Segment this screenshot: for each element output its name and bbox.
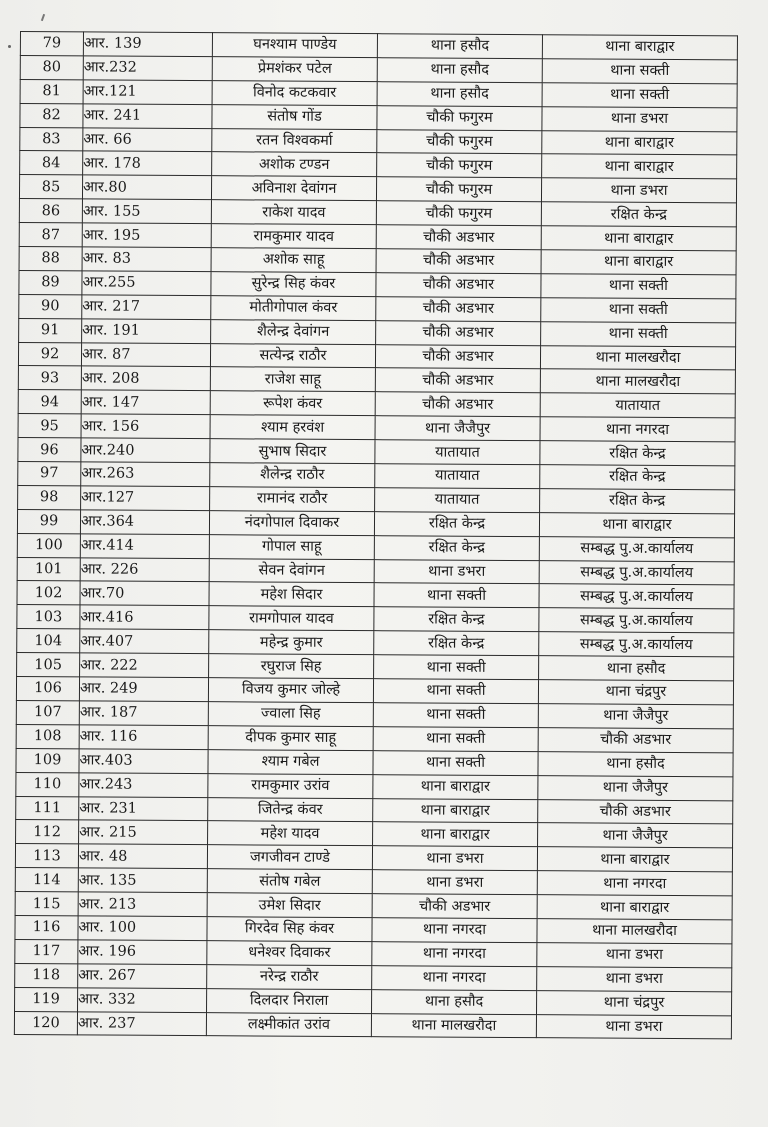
constable-number-cell: आर.243 — [79, 772, 208, 797]
new-posting-cell: थाना चंद्रपुर — [537, 990, 732, 1015]
new-posting-cell: थाना सक्ती — [541, 297, 736, 322]
serial-number-cell: 113 — [15, 844, 78, 868]
name-cell: अविनाश देवांगन — [211, 176, 376, 201]
serial-number-cell: 105 — [17, 653, 80, 677]
name-cell: सुभाष सिदार — [210, 439, 375, 464]
constable-number-cell: आर. 139 — [83, 32, 212, 57]
current-posting-cell: रक्षित केन्द्र — [374, 511, 539, 536]
constable-number-cell: आर.364 — [80, 510, 209, 535]
constable-number-cell: आर.70 — [80, 581, 209, 606]
new-posting-cell: थाना सक्ती — [542, 82, 737, 107]
constable-number-cell: आर. 241 — [83, 104, 212, 129]
serial-number-cell: 118 — [15, 963, 78, 987]
constable-number-cell: आर. 178 — [83, 151, 212, 176]
constable-number-cell: आर.403 — [79, 749, 208, 774]
serial-number-cell: 101 — [17, 557, 80, 581]
serial-number-cell: 96 — [18, 438, 81, 462]
current-posting-cell: थाना हसौद — [377, 58, 542, 83]
current-posting-cell: थाना नगरदा — [372, 965, 537, 990]
current-posting-cell: थाना डभरा — [374, 559, 539, 584]
new-posting-cell: रक्षित केन्द्र — [541, 202, 736, 227]
name-cell: गोपाल साहू — [209, 534, 374, 559]
name-cell: सुरेन्द्र सिह कंवर — [211, 272, 376, 297]
constable-number-cell: आर. 226 — [80, 557, 209, 582]
current-posting-cell: यातायात — [375, 440, 540, 465]
new-posting-cell: थाना मालखरौदा — [540, 369, 735, 394]
name-cell: राकेश यादव — [211, 200, 376, 225]
name-cell: सेवन देवांगन — [209, 558, 374, 583]
name-cell: धनेश्वर दिवाकर — [207, 941, 372, 966]
current-posting-cell: चौकी अडभार — [376, 225, 541, 250]
current-posting-cell: यातायात — [375, 464, 540, 489]
current-posting-cell: चौकी अडभार — [375, 392, 540, 417]
constable-number-cell: आर. 208 — [81, 366, 210, 391]
new-posting-cell: थाना सक्ती — [542, 59, 737, 84]
name-cell: रामकुमार यादव — [211, 224, 376, 249]
new-posting-cell: थाना बाराद्वार — [542, 35, 737, 60]
new-posting-cell: थाना नगरदा — [537, 871, 732, 896]
constable-number-cell: आर. 83 — [82, 247, 211, 272]
constable-number-cell: आर. 196 — [78, 940, 207, 965]
name-cell: सत्येन्द्र राठौर — [210, 343, 375, 368]
serial-number-cell: 120 — [14, 1011, 77, 1035]
name-cell: जगजीवन टाण्डे — [207, 845, 372, 870]
current-posting-cell: थाना सक्ती — [373, 703, 538, 728]
name-cell: रघुराज सिह — [209, 654, 374, 679]
constable-number-cell: आर. 231 — [79, 796, 208, 821]
name-cell: रामकुमार उरांव — [208, 773, 373, 798]
name-cell: महेश यादव — [208, 821, 373, 846]
new-posting-cell: थाना डभरा — [542, 106, 737, 131]
new-posting-cell: रक्षित केन्द्र — [540, 441, 735, 466]
constable-number-cell: आर.263 — [81, 462, 210, 487]
current-posting-cell: थाना सक्ती — [373, 750, 538, 775]
name-cell: नरेन्द्र राठौर — [207, 964, 372, 989]
new-posting-cell: थाना जैजैपुर — [538, 704, 733, 729]
constable-number-cell: आर.414 — [80, 534, 209, 559]
constable-number-cell: आर. 215 — [79, 820, 208, 845]
new-posting-cell: थाना बाराद्वार — [537, 895, 732, 920]
name-cell: जितेन्द्र कंवर — [208, 797, 373, 822]
new-posting-cell: थाना डभरा — [537, 943, 732, 968]
current-posting-cell: चौकी अडभार — [372, 894, 537, 919]
current-posting-cell: थाना नगरदा — [372, 918, 537, 943]
name-cell: श्याम गबेल — [208, 749, 373, 774]
name-cell: राजेश साहू — [210, 367, 375, 392]
new-posting-cell: थाना बाराद्वार — [539, 512, 734, 537]
serial-number-cell: 79 — [20, 32, 83, 56]
new-posting-cell: थाना बाराद्वार — [537, 847, 732, 872]
name-cell: प्रेमशंकर पटेल — [212, 57, 377, 82]
current-posting-cell: थाना बाराद्वार — [373, 822, 538, 847]
current-posting-cell: थाना हसौद — [377, 81, 542, 106]
name-cell: लक्ष्मीकांत उरांव — [206, 1012, 371, 1037]
new-posting-cell: थाना हसौद — [539, 656, 734, 681]
current-posting-cell: थाना नगरदा — [372, 942, 537, 967]
serial-number-cell: 81 — [20, 79, 83, 103]
serial-number-cell: 90 — [19, 294, 82, 318]
new-posting-cell: सम्बद्ध पु.अ.कार्यालय — [539, 608, 734, 633]
constable-number-cell: आर. 222 — [80, 653, 209, 678]
current-posting-cell: रक्षित केन्द्र — [374, 607, 539, 632]
current-posting-cell: थाना बाराद्वार — [373, 798, 538, 823]
constable-number-cell: आर.127 — [81, 486, 210, 511]
serial-number-cell: 97 — [18, 462, 81, 486]
constable-number-cell: आर. 213 — [78, 892, 207, 917]
serial-number-cell: 85 — [19, 175, 82, 199]
new-posting-cell: थाना डभरा — [536, 1014, 731, 1039]
serial-number-cell: 88 — [19, 247, 82, 271]
ink-dot — [8, 45, 11, 48]
serial-number-cell: 102 — [17, 581, 80, 605]
name-cell: ज्वाला सिह — [208, 702, 373, 727]
serial-number-cell: 111 — [16, 796, 79, 820]
constable-number-cell: आर. 156 — [81, 414, 210, 439]
new-posting-cell: थाना सक्ती — [541, 274, 736, 299]
new-posting-cell: चौकी अडभार — [538, 799, 733, 824]
name-cell: अशोक टण्डन — [212, 152, 377, 177]
name-cell: रूपेश कंवर — [210, 391, 375, 416]
serial-number-cell: 108 — [16, 724, 79, 748]
serial-number-cell: 106 — [16, 677, 79, 701]
new-posting-cell: थाना हसौद — [538, 751, 733, 776]
serial-number-cell: 99 — [17, 509, 80, 533]
current-posting-cell: थाना हसौद — [372, 989, 537, 1014]
constable-number-cell: आर. 237 — [77, 1011, 206, 1036]
current-posting-cell: चौकी फगुरम — [376, 177, 541, 202]
current-posting-cell: थाना सक्ती — [374, 655, 539, 680]
current-posting-cell: यातायात — [375, 488, 540, 513]
constable-number-cell: आर.232 — [83, 56, 212, 81]
current-posting-cell: थाना डभरा — [372, 846, 537, 871]
current-posting-cell: रक्षित केन्द्र — [374, 631, 539, 656]
new-posting-cell: सम्बद्ध पु.अ.कार्यालय — [539, 584, 734, 609]
new-posting-cell: सम्बद्ध पु.अ.कार्यालय — [539, 560, 734, 585]
new-posting-cell: थाना जैजैपुर — [538, 823, 733, 848]
constable-number-cell: आर. 217 — [82, 295, 211, 320]
new-posting-cell: सम्बद्ध पु.अ.कार्यालय — [539, 536, 734, 561]
current-posting-cell: रक्षित केन्द्र — [374, 535, 539, 560]
new-posting-cell: थाना डभरा — [537, 966, 732, 991]
constable-number-cell: आर.416 — [80, 605, 209, 630]
serial-number-cell: 83 — [20, 127, 83, 151]
name-cell: मोतीगोपाल कंवर — [211, 295, 376, 320]
name-cell: महेश सिदार — [209, 582, 374, 607]
name-cell: रतन विश्वकर्मा — [212, 128, 377, 153]
constable-number-cell: आर.407 — [80, 629, 209, 654]
constable-number-cell: आर.255 — [82, 271, 211, 296]
new-posting-cell: सम्बद्ध पु.अ.कार्यालय — [539, 632, 734, 657]
serial-number-cell: 87 — [19, 223, 82, 247]
new-posting-cell: रक्षित केन्द्र — [540, 465, 735, 490]
constable-number-cell: आर. 100 — [78, 916, 207, 941]
current-posting-cell: थाना जैजैपुर — [375, 416, 540, 441]
current-posting-cell: थाना मालखरौदा — [371, 1013, 536, 1038]
current-posting-cell: चौकी अडभार — [376, 249, 541, 274]
constable-number-cell: आर. 116 — [79, 725, 208, 750]
constable-number-cell: आर. 332 — [78, 987, 207, 1012]
serial-number-cell: 104 — [17, 629, 80, 653]
name-cell: उमेश सिदार — [207, 893, 372, 918]
transfer-table — [14, 31, 738, 1040]
new-posting-cell: थाना सक्ती — [541, 321, 736, 346]
name-cell: संतोष गोंड — [212, 104, 377, 129]
serial-number-cell: 116 — [15, 915, 78, 939]
constable-number-cell: आर. 191 — [82, 319, 211, 344]
serial-number-cell: 89 — [19, 270, 82, 294]
new-posting-cell: रक्षित केन्द्र — [540, 489, 735, 514]
constable-number-cell: आर. 267 — [78, 964, 207, 989]
new-posting-cell: थाना मालखरौदा — [540, 345, 735, 370]
current-posting-cell: थाना हसौद — [377, 34, 542, 59]
name-cell: नंदगोपाल दिवाकर — [209, 510, 374, 535]
current-posting-cell: थाना सक्ती — [374, 583, 539, 608]
pen-mark — [41, 14, 45, 21]
name-cell: गिरदेव सिह कंवर — [207, 917, 372, 942]
new-posting-cell: यातायात — [540, 393, 735, 418]
name-cell: विनोद कटकवार — [212, 80, 377, 105]
name-cell: शैलेन्द्र राठौर — [210, 463, 375, 488]
new-posting-cell: चौकी अडभार — [538, 728, 733, 753]
name-cell: दिलदार निराला — [207, 988, 372, 1013]
serial-number-cell: 98 — [18, 485, 81, 509]
new-posting-cell: थाना बाराद्वार — [542, 154, 737, 179]
current-posting-cell: चौकी अडभार — [376, 273, 541, 298]
serial-number-cell: 112 — [16, 820, 79, 844]
name-cell: अशोक साहू — [211, 248, 376, 273]
constable-number-cell: आर. 48 — [78, 844, 207, 869]
new-posting-cell: थाना बाराद्वार — [542, 130, 737, 155]
current-posting-cell: चौकी फगुरम — [376, 201, 541, 226]
constable-number-cell: आर. 66 — [83, 127, 212, 152]
new-posting-cell: थाना मालखरौदा — [537, 919, 732, 944]
current-posting-cell: चौकी फगुरम — [377, 129, 542, 154]
current-posting-cell: थाना सक्ती — [373, 679, 538, 704]
serial-number-cell: 84 — [20, 151, 83, 175]
serial-number-cell: 115 — [15, 892, 78, 916]
serial-number-cell: 103 — [17, 605, 80, 629]
serial-number-cell: 94 — [18, 390, 81, 414]
constable-number-cell: आर. 249 — [79, 677, 208, 702]
current-posting-cell: थाना डभरा — [372, 870, 537, 895]
table-row — [14, 1011, 731, 1039]
constable-number-cell: आर.80 — [82, 175, 211, 200]
serial-number-cell: 117 — [15, 939, 78, 963]
serial-number-cell: 80 — [20, 55, 83, 79]
name-cell: रामगोपाल यादव — [209, 606, 374, 631]
constable-number-cell: आर.240 — [81, 438, 210, 463]
constable-number-cell: आर. 87 — [81, 342, 210, 367]
serial-number-cell: 110 — [16, 772, 79, 796]
name-cell: शैलेन्द्र देवांगन — [211, 319, 376, 344]
serial-number-cell: 93 — [18, 366, 81, 390]
new-posting-cell: थाना बाराद्वार — [541, 226, 736, 251]
current-posting-cell: चौकी अडभार — [376, 320, 541, 345]
new-posting-cell: थाना चंद्रपुर — [538, 680, 733, 705]
name-cell: श्याम हरवंश — [210, 415, 375, 440]
serial-number-cell: 82 — [20, 103, 83, 127]
name-cell: विजय कुमार जोल्हे — [208, 678, 373, 703]
new-posting-cell: थाना डभरा — [541, 178, 736, 203]
constable-number-cell: आर. 187 — [79, 701, 208, 726]
name-cell: दीपक कुमार साहू — [208, 725, 373, 750]
name-cell: घनश्याम पाण्डेय — [212, 33, 377, 58]
constable-number-cell: आर. 147 — [81, 390, 210, 415]
new-posting-cell: थाना नगरदा — [540, 417, 735, 442]
serial-number-cell: 91 — [19, 318, 82, 342]
current-posting-cell: चौकी फगुरम — [377, 105, 542, 130]
serial-number-cell: 86 — [19, 199, 82, 223]
new-posting-cell: थाना बाराद्वार — [541, 250, 736, 275]
constable-number-cell: आर.121 — [83, 80, 212, 105]
serial-number-cell: 92 — [18, 342, 81, 366]
name-cell: संतोष गबेल — [207, 869, 372, 894]
serial-number-cell: 109 — [16, 748, 79, 772]
serial-number-cell: 100 — [17, 533, 80, 557]
transfer-table-body — [14, 32, 737, 1040]
constable-number-cell: आर. 135 — [78, 868, 207, 893]
constable-number-cell: आर. 195 — [82, 223, 211, 248]
current-posting-cell: चौकी अडभार — [375, 368, 540, 393]
new-posting-cell: थाना जैजैपुर — [538, 775, 733, 800]
current-posting-cell: थाना बाराद्वार — [373, 774, 538, 799]
serial-number-cell: 95 — [18, 414, 81, 438]
name-cell: रामानंद राठौर — [210, 487, 375, 512]
serial-number-cell: 107 — [16, 700, 79, 724]
serial-number-cell: 114 — [15, 868, 78, 892]
current-posting-cell: चौकी अडभार — [376, 296, 541, 321]
constable-number-cell: आर. 155 — [82, 199, 211, 224]
current-posting-cell: थाना सक्ती — [373, 726, 538, 751]
current-posting-cell: चौकी अडभार — [375, 344, 540, 369]
current-posting-cell: चौकी फगुरम — [377, 153, 542, 178]
serial-number-cell: 119 — [15, 987, 78, 1011]
name-cell: महेन्द्र कुमार — [209, 630, 374, 655]
